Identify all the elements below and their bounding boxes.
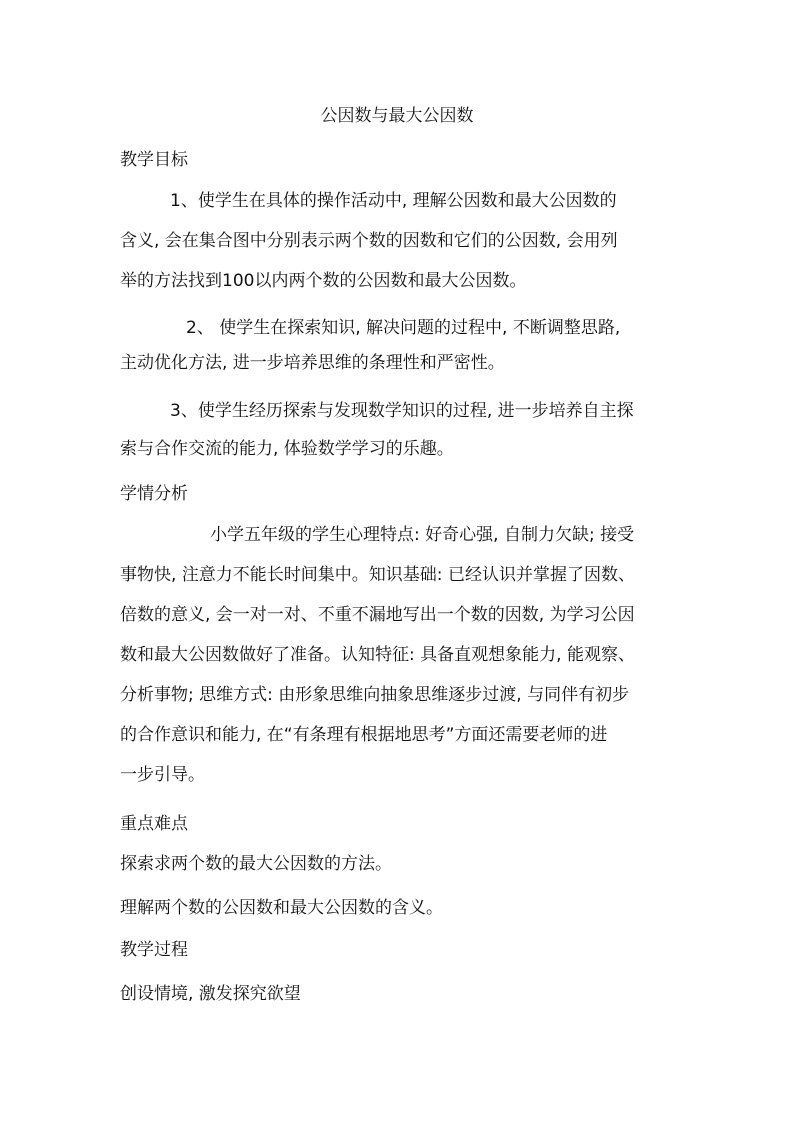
analysis-line-1: 小学五年级的学生心理特点: 好奇心强, 自制力欠缺; 接受 [210, 525, 635, 545]
document-title: 公因数与最大公因数 [320, 106, 474, 126]
analysis-line-3: 倍数的意义, 会一对一对、不重不漏地写出一个数的因数, 为学习公因 [120, 605, 635, 625]
key-point-line-1: 探索求两个数的最大公因数的方法。 [120, 854, 392, 874]
heading-process: 教学过程 [120, 940, 188, 960]
objective-1-line-3: 举的方法找到100以内两个数的公因数和最大公因数。 [120, 271, 527, 291]
analysis-line-7: 一步引导。 [120, 765, 205, 785]
heading-analysis: 学情分析 [120, 484, 188, 504]
objective-2-line-2: 主动优化方法, 进一步培养思维的条理性和严密性。 [120, 353, 505, 373]
process-line-1: 创设情境, 激发探究欲望 [120, 984, 301, 1004]
objective-1-line-1: 1、使学生在具体的操作活动中, 理解公因数和最大公因数的 [170, 191, 617, 211]
key-point-line-2: 理解两个数的公因数和最大公因数的含义。 [120, 898, 443, 918]
objective-2-line-1: 2、 使学生在探索知识, 解决问题的过程中, 不断调整思路, [186, 318, 621, 338]
analysis-line-2: 事物快, 注意力不能长时间集中。知识基础: 已经认识并掌握了因数、 [120, 565, 635, 585]
heading-objectives: 教学目标 [120, 150, 188, 170]
heading-key-points: 重点难点 [120, 814, 188, 834]
analysis-line-6: 的合作意识和能力, 在“有条理有根据地思考”方面还需要老师的进 [120, 725, 608, 745]
analysis-line-4: 数和最大公因数做好了准备。认知特征: 具备直观想象能力, 能观察、 [120, 645, 635, 665]
analysis-line-5: 分析事物; 思维方式: 由形象思维向抽象思维逐步过渡, 与同伴有初步 [120, 685, 630, 705]
objective-1-line-2: 含义, 会在集合图中分别表示两个数的因数和它们的公因数, 会用列 [120, 231, 618, 251]
objective-3-line-1: 3、使学生经历探索与发现数学知识的过程, 进一步培养自主探 [170, 401, 634, 421]
objective-3-line-2: 索与合作交流的能力, 体验数学学习的乐趣。 [120, 439, 454, 459]
